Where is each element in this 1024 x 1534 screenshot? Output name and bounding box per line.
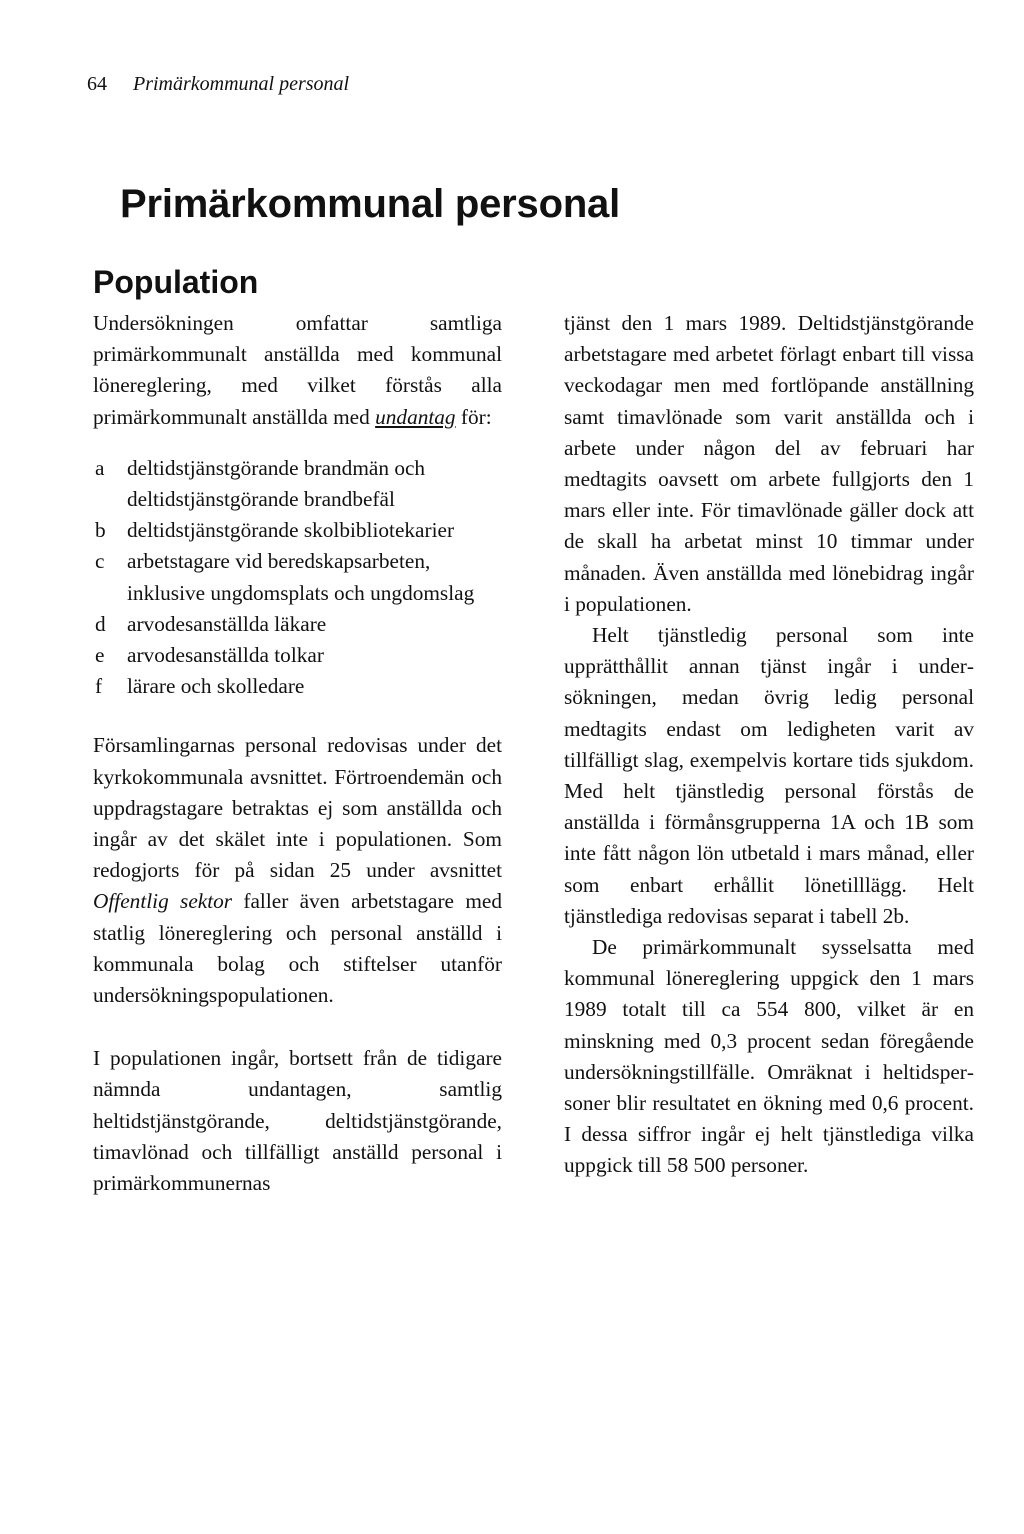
list-item [93, 671, 502, 702]
intro-emphasis: undantag [375, 404, 456, 429]
list-item-letter: c [95, 549, 105, 574]
list-item-text: arvodesanställda tolkar [127, 643, 324, 668]
list-item [93, 515, 502, 546]
spacer [93, 433, 502, 453]
section-reference: Offentlig sektor [93, 889, 233, 914]
page-number: 64 [87, 73, 107, 95]
list-item [93, 453, 502, 515]
intro-text-end: för: [455, 404, 492, 429]
paragraph-population-includes: I populationen ingår, bortsett från de tidigare nämnda undantagen, samtlig heltidstjänstgörande, deltidstjänstgörande, timavlönad och tillfälligt anställd personal i primärkommunernas [93, 1046, 502, 1196]
list-item-text: lärare och skolledare [127, 674, 305, 699]
page-title: Primärkommunal personal [120, 182, 621, 226]
list-item-letter: f [95, 674, 103, 699]
spacer [93, 1011, 502, 1043]
list-item [93, 609, 502, 640]
section-heading: Population [93, 264, 259, 300]
spacer [93, 702, 502, 730]
intro-paragraph [93, 308, 502, 433]
list-item-text: deltidstjänstgörande skolbibliotekarier [127, 518, 455, 543]
list-item-letter: a [95, 455, 105, 480]
list-item [93, 640, 502, 671]
running-header [87, 72, 349, 96]
list-item-letter: e [95, 643, 105, 668]
paragraph-text: Församlingarnas personal redovisas under det kyrkokommunala avsnittet. Förtroendemän och uppdragstagare betraktas ej som anställda och ingår av det skälet inte i populationen. Som redogjorts för på sidan 25 under avsnittet [93, 733, 502, 883]
paragraph-leave: Helt tjänstledig personal som inte upprätthållit annan tjänst ingår i undersökningen, medan övrig ledig personal medtagits endast om ledigheten varit av tillfälligt slag, exempelvis kortare tids sjukdom. Med helt tjänstledig personal förstås de anställda i förmånsgrupperna 1A och 1B som inte fått någon lön utbetald i mars månad, eller som enbart erhållit lönetilllägg. Helt tjänstlediga redovisas separat i tabell 2b. [564, 623, 974, 928]
intro-text: Undersökningen omfattar samtliga primärkommunalt anställda med kommunal lönereglering, med vilket förstås alla primärkommunalt anställda med [93, 311, 502, 429]
list-item-letter: b [95, 518, 106, 543]
right-column [564, 308, 974, 1182]
list-item-text: arvodesanställda läkare [127, 611, 327, 636]
exceptions-list [93, 453, 502, 703]
running-title: Primärkommunal personal [133, 73, 350, 95]
paragraph-parish-staff [93, 730, 502, 1011]
paragraph-totals: De primärkommunalt sysselsatta med kommunal lönereglering uppgick den 1 mars 1989 totalt till ca 554 800, vilket är en minskning med 0,3 procent sedan föregående undersökningstillfälle. Omräknat i heltidspersoner blir resultatet en ökning med 0,6 procent. I dessa siffror ingår ej helt tjänstlediga vilka uppgick till 58 500 personer. [564, 935, 974, 1178]
paragraph-text-end: faller även arbetstagare med statlig lönereglering och personal anställd i kommunala bolag och stiftelser utanför undersökningspopulationen. [93, 889, 502, 1008]
list-item-text: arbetstagare vid beredskapsarbeten, inklusive ungdomsplats och ungdomslag [127, 549, 475, 605]
list-item [93, 546, 502, 608]
list-item-text: deltidstjänstgörande brandmän och deltidstjänstgörande brandbefäl [127, 455, 426, 512]
left-column [93, 308, 502, 1199]
list-item-letter: d [95, 611, 106, 636]
paragraph-continuation: tjänst den 1 mars 1989. Deltidstjänstgörande arbetstagare med arbetet förlagt enbart till vissa veckodagar men med fortlöpande anställning samt timavlönade som varit anställda och i arbete under någon del av februari har medtagits oavsett om arbete fullgjorts den 1 mars eller inte. För timavlönade gäller dock att de skall ha arbetat minst 10 timmar under månaden. Även anställda med lönebidrag ingår i populationen. [564, 311, 974, 616]
